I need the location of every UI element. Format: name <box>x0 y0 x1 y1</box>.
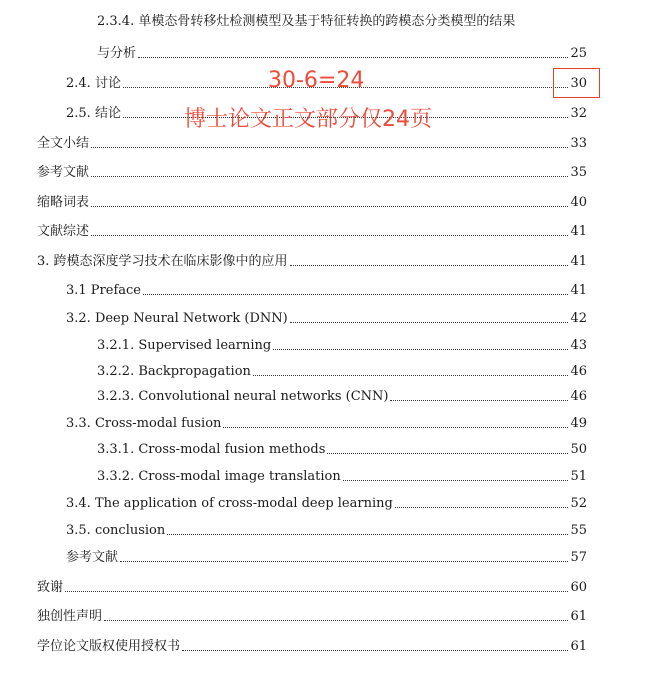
toc-entry-label: 3.4. The application of cross-modal deep learning <box>66 496 393 511</box>
toc-entry-3-2-3[interactable] <box>97 385 587 405</box>
toc-entry-3-2-1[interactable] <box>97 334 587 354</box>
toc-entry-label: 致谢 <box>37 580 64 595</box>
toc-entry-label: 3.5. conclusion <box>66 523 166 538</box>
toc-entry-page: 41 <box>570 224 587 239</box>
toc-entry-copyright[interactable] <box>37 635 587 655</box>
toc-entry-label: 全文小结 <box>37 136 90 151</box>
toc-entry-page: 33 <box>570 136 587 151</box>
toc-leader-dots <box>91 147 568 148</box>
toc-entry-label: 参考文献 <box>66 550 119 565</box>
toc-entry-acknowledgements[interactable] <box>37 576 587 596</box>
toc-entry-page: 35 <box>570 165 587 180</box>
toc-leader-dots <box>290 322 569 323</box>
annotation-calculation: 30-6=24 <box>268 68 365 93</box>
toc-leader-dots <box>253 375 569 376</box>
toc-entry-page: 42 <box>570 311 587 326</box>
toc-entry-summary[interactable] <box>37 132 587 152</box>
toc-entry-label: 参考文献 <box>37 165 90 180</box>
toc-leader-dots <box>390 400 568 401</box>
toc-entry-page: 41 <box>570 283 587 298</box>
toc-entry-label: 3.1 Preface <box>66 283 141 298</box>
toc-leader-dots <box>167 534 568 535</box>
toc-entry-3-4[interactable] <box>66 492 587 512</box>
toc-leader-dots <box>395 507 569 508</box>
toc-entry-page: 43 <box>570 338 587 353</box>
toc-entry-3[interactable] <box>37 250 587 270</box>
toc-leader-dots <box>91 176 568 177</box>
toc-entry-references-2[interactable] <box>66 546 587 566</box>
toc-leader-dots <box>343 480 569 481</box>
toc-entry-page: 57 <box>570 550 587 565</box>
annotation-note: 博士论文正文部分仅24页 <box>184 107 432 132</box>
toc-entry-label: 与分析 <box>97 46 137 61</box>
toc-entry-label: 3.3.2. Cross-modal image translation <box>97 469 341 484</box>
toc-entry-page: 41 <box>570 254 587 269</box>
toc-leader-dots <box>182 650 568 651</box>
toc-entry-2-3-4[interactable] <box>97 42 587 62</box>
toc-leader-dots <box>143 294 568 295</box>
toc-leader-dots <box>273 349 568 350</box>
toc-leader-dots <box>120 561 568 562</box>
toc-leader-dots <box>223 427 568 428</box>
toc-entry-label: 文献综述 <box>37 224 90 239</box>
toc-entry-label: 3.2.1. Supervised learning <box>97 338 272 353</box>
toc-leader-dots <box>65 591 568 592</box>
toc-entry-page: 40 <box>570 195 587 210</box>
toc-entry-references[interactable] <box>37 161 587 181</box>
toc-entry-page: 49 <box>570 416 587 431</box>
toc-entry-label: 独创性声明 <box>37 609 103 624</box>
toc-entry-page: 51 <box>570 469 587 484</box>
toc-leader-dots <box>91 235 568 236</box>
toc-entry-originality[interactable] <box>37 605 587 625</box>
toc-leader-dots <box>138 57 568 58</box>
toc-entry-3-5[interactable] <box>66 519 587 539</box>
toc-entry-literature-review[interactable] <box>37 220 587 240</box>
toc-entry-page: 50 <box>570 442 587 457</box>
toc-entry-page: 46 <box>570 364 587 379</box>
toc-entry-2-3-4-line1: 2.3.4. 单模态骨转移灶检测模型及基于特征转换的跨模态分类模型的结果 <box>97 14 516 29</box>
toc-entry-label: 3. 跨模态深度学习技术在临床影像中的应用 <box>37 254 288 269</box>
toc-entry-3-1[interactable] <box>66 279 587 299</box>
toc-entry-label: 学位论文版权使用授权书 <box>37 639 181 654</box>
toc-leader-dots <box>290 265 569 266</box>
toc-entry-3-3[interactable] <box>66 412 587 432</box>
toc-entry-page: 61 <box>570 639 587 654</box>
toc-entry-page: 61 <box>570 609 587 624</box>
toc-entry-3-3-2[interactable] <box>97 465 587 485</box>
toc-entry-label: 2.5. 结论 <box>66 106 121 121</box>
toc-entry-3-2[interactable] <box>66 307 587 327</box>
toc-entry-abbreviations[interactable] <box>37 191 587 211</box>
toc-entry-page: 52 <box>570 496 587 511</box>
annotation-highlight-box <box>553 68 600 98</box>
toc-entry-3-3-1[interactable] <box>97 438 587 458</box>
toc-leader-dots <box>91 206 568 207</box>
toc-entry-page: 46 <box>570 389 587 404</box>
toc-entry-label: 3.2.3. Convolutional neural networks (CNN) <box>97 389 389 404</box>
toc-entry-page: 32 <box>570 106 587 121</box>
toc-entry-label: 3.2. Deep Neural Network (DNN) <box>66 311 288 326</box>
toc-entry-3-2-2[interactable] <box>97 360 587 380</box>
toc-entry-label: 3.3.1. Cross-modal fusion methods <box>97 442 326 457</box>
toc-leader-dots <box>327 453 568 454</box>
toc-entry-label: 3.2.2. Backpropagation <box>97 364 251 379</box>
toc-entry-label: 缩略词表 <box>37 195 90 210</box>
toc-entry-label: 2.4. 讨论 <box>66 76 121 91</box>
toc-entry-page: 60 <box>570 580 587 595</box>
toc-leader-dots <box>104 620 568 621</box>
toc-entry-page: 30 <box>570 76 587 91</box>
toc-entry-label: 3.3. Cross-modal fusion <box>66 416 222 431</box>
toc-entry-page: 55 <box>570 523 587 538</box>
toc-entry-page: 25 <box>570 46 587 61</box>
